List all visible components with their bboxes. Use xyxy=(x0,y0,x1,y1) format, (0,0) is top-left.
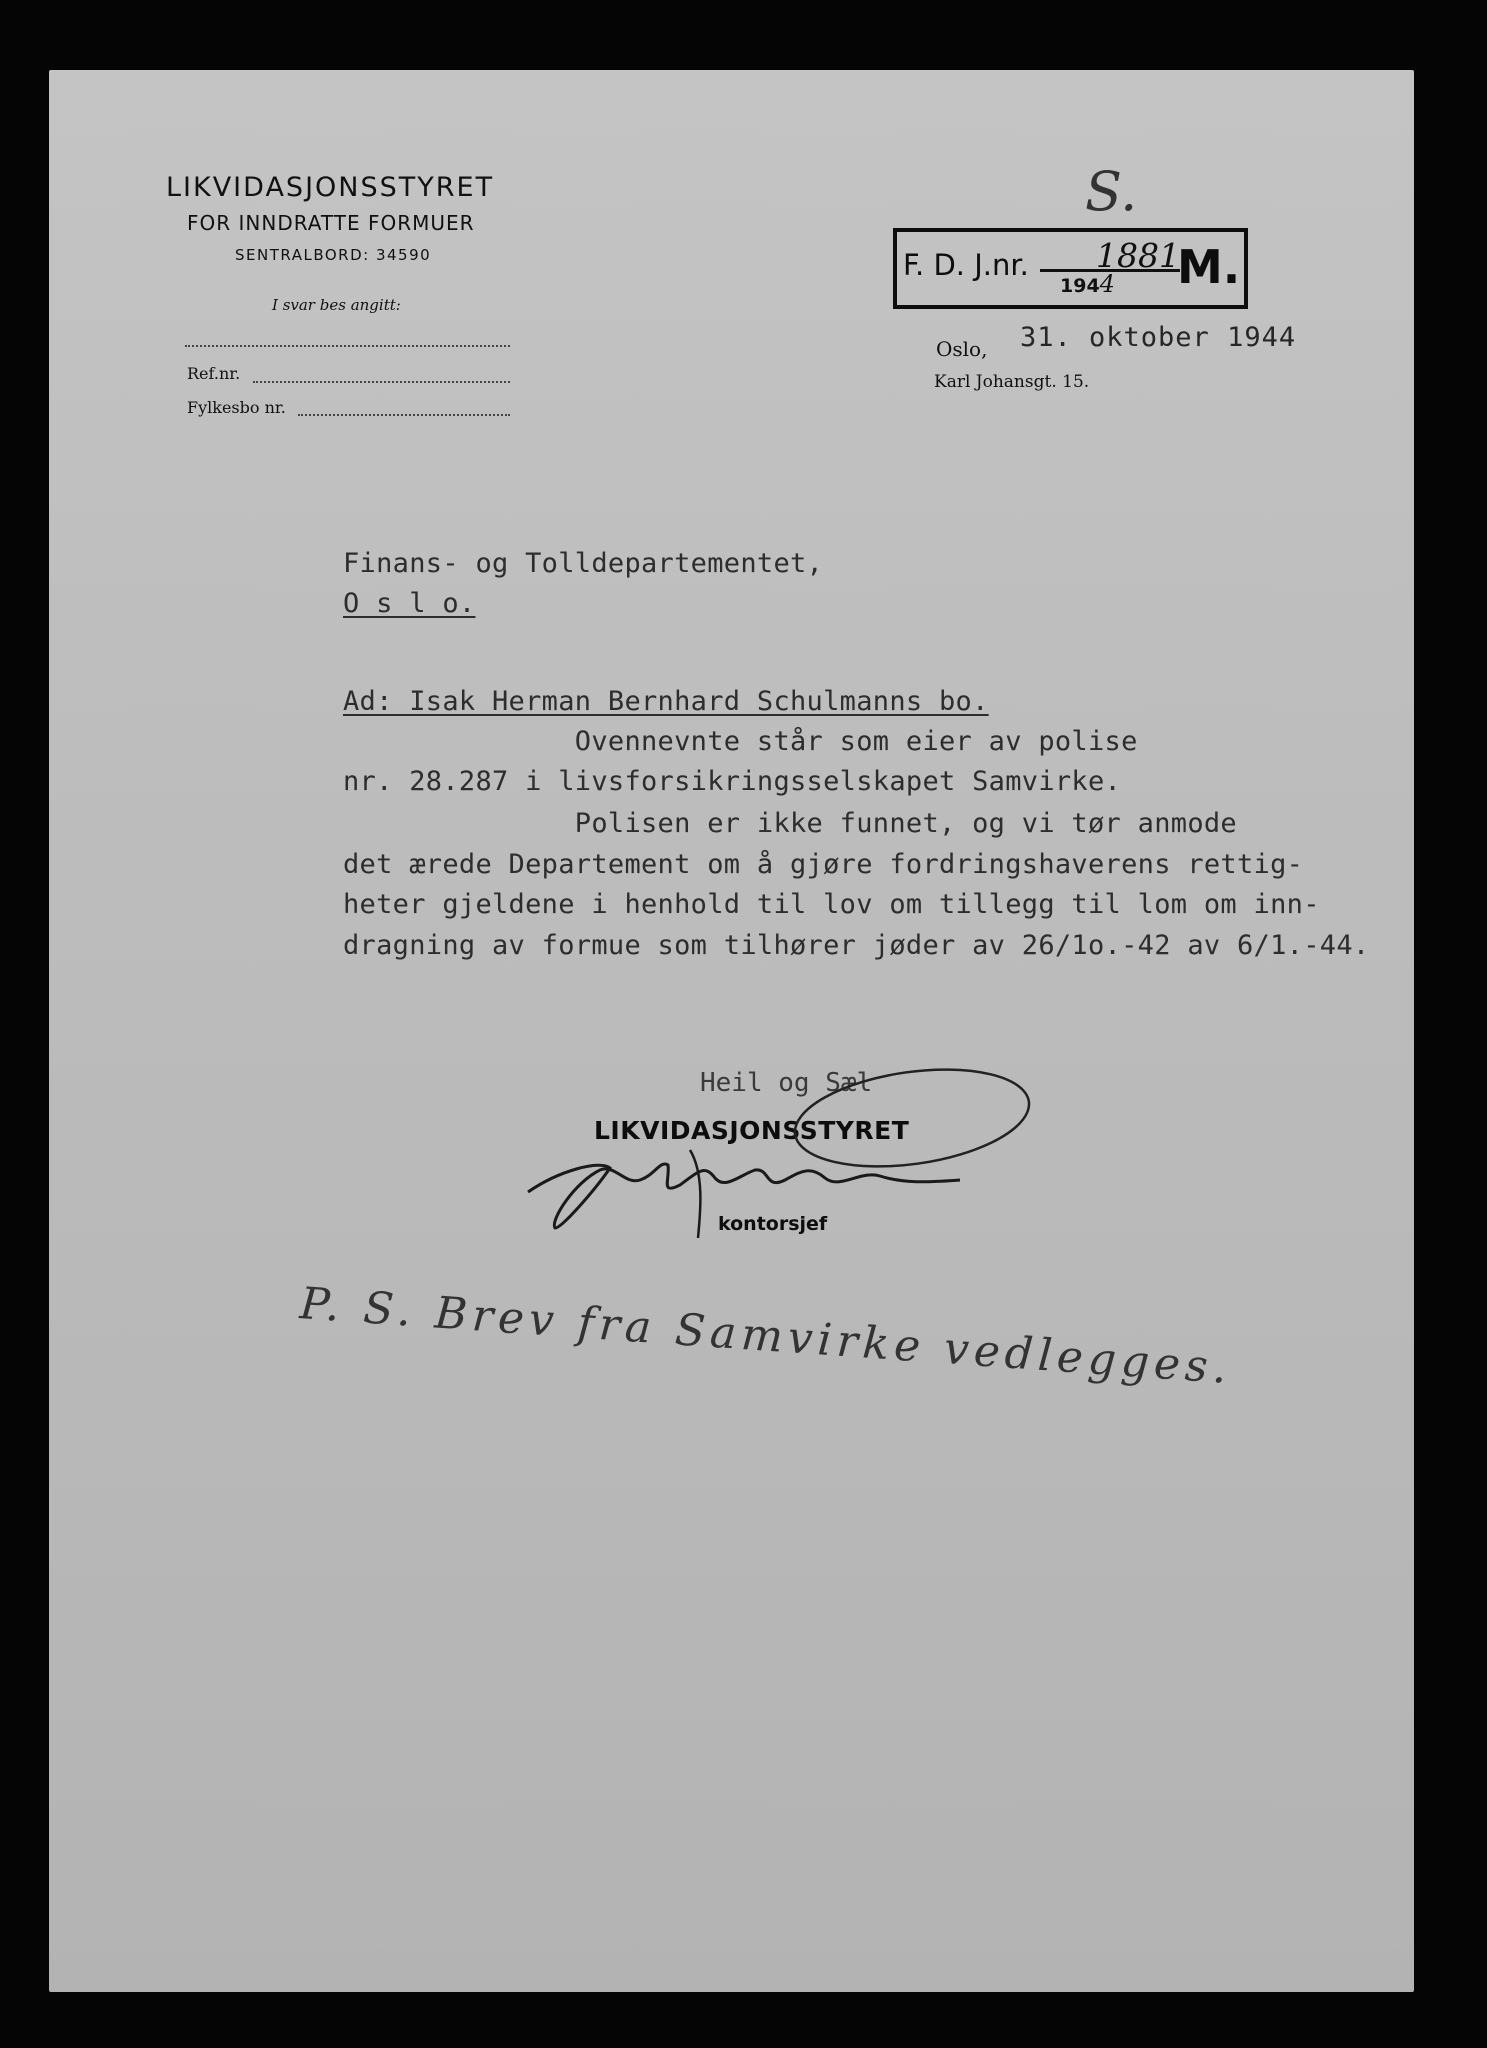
signatory-title: kontorsjef xyxy=(718,1213,828,1235)
estate-label: Fylkesbo nr. xyxy=(187,398,286,417)
recipient-city: O s l o. xyxy=(343,588,476,619)
signature-stamp-name: LIKVIDASJONSSTYRET xyxy=(594,1116,910,1145)
street-address: Karl Johansgt. 15. xyxy=(934,372,1090,392)
signature-stroke xyxy=(690,1150,700,1238)
journal-stamp-letter: M. xyxy=(1177,240,1241,294)
letterhead-subtitle: FOR INNDRATTE FORMUER xyxy=(187,211,475,235)
journal-number: 1881 xyxy=(1096,236,1180,275)
subject-line: Ad: Isak Herman Bernhard Schulmanns bo. xyxy=(343,686,989,717)
reply-note: I svar bes angitt: xyxy=(272,296,401,314)
letter-date: 31. oktober 1944 xyxy=(1020,322,1297,353)
body-line: heter gjeldene i henhold til lov om tillegg til lom om inn- xyxy=(343,889,1320,920)
journal-stamp-label: F. D. J.nr. xyxy=(903,248,1029,282)
closing-greeting: Heil og Sæl xyxy=(700,1068,873,1098)
ref-label: Ref.nr. xyxy=(187,364,241,383)
body-line: nr. 28.287 i livsforsikringsselskapet Samvirke. xyxy=(343,766,1122,797)
body-line: Ovennevnte står som eier av polise xyxy=(343,726,1138,757)
body-line: det ærede Departement om å gjøre fordringshaverens rettig- xyxy=(343,849,1304,880)
signature-oval xyxy=(789,1056,1036,1180)
place-label: Oslo, xyxy=(936,337,988,361)
body-line: Polisen er ikke funnet, og vi tør anmode xyxy=(343,808,1237,839)
recipient-name: Finans- og Tolldepartementet, xyxy=(343,548,824,579)
letterhead-switchboard: SENTRALBORD: 34590 xyxy=(235,246,432,264)
letterhead-organization: LIKVIDASJONSSTYRET xyxy=(166,172,495,203)
handwritten-signature xyxy=(528,1164,960,1228)
body-line: dragning av formue som tilhører jøder av 26/1o.-42 av 6/1.-44. xyxy=(343,930,1370,961)
journal-year: 1944 xyxy=(1060,270,1115,298)
handwritten-mark: S. xyxy=(1085,160,1138,223)
handwritten-postscript: P. S. Brev fra Samvirke vedlegges. xyxy=(298,1278,1234,1395)
